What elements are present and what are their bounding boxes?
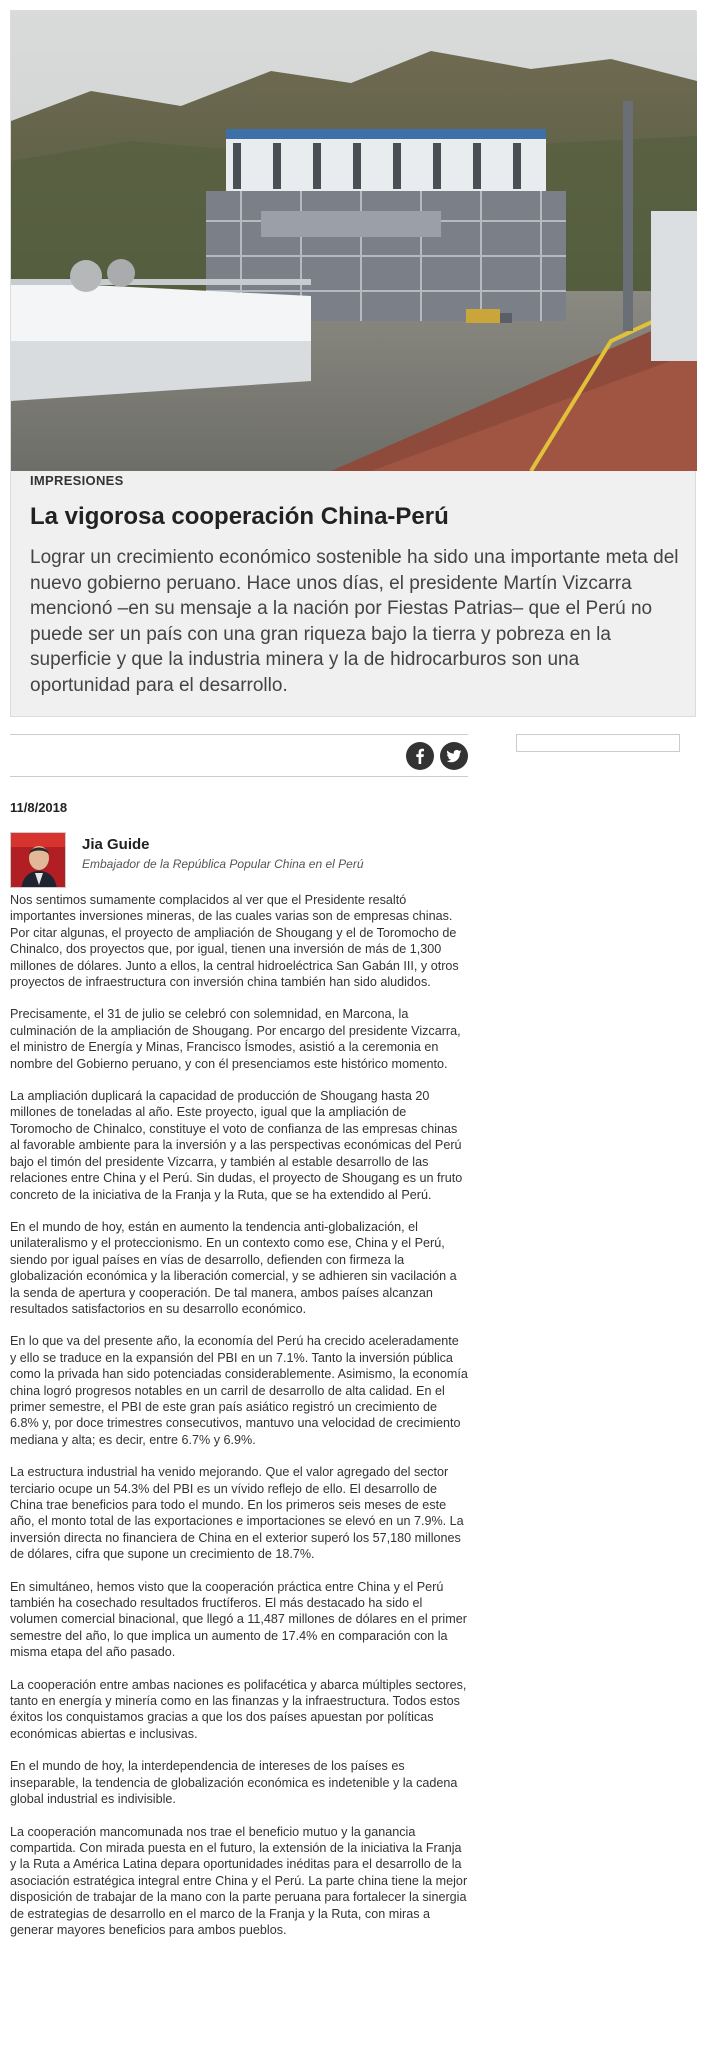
- author-block: [10, 832, 468, 888]
- hero-card: [10, 10, 696, 717]
- article-body: [10, 892, 468, 1954]
- section-kicker: IMPRESIONES: [30, 473, 124, 488]
- article-date: 11/8/2018: [10, 800, 68, 815]
- author-avatar: [10, 832, 66, 888]
- article-paragraph: En simultáneo, hemos visto que la cooperación práctica entre China y el Perú también ha cosechado resultados fructíferos. El más destacado ha sido el volumen comercial binacional, que llegó a 11,487 millones de dólares en el primer semestre del año, lo que implica un aumento de 17.4% en comparación con la misma etapa del año pasado.: [10, 1579, 467, 1660]
- twitter-share-button[interactable]: [440, 742, 468, 770]
- sidebar-box: [516, 734, 680, 752]
- author-name[interactable]: Jia Guide: [82, 836, 150, 853]
- article-paragraph: Precisamente, el 31 de julio se celebró con solemnidad, en Marcona, la culminación de la ampliación de Shougang. Por encargo del presidente Vizcarra, el ministro de Energía y Minas, Francisco Ísmodes, asistió a la ceremonia en nombre del Gobierno peruano, y con él presenciamos este histórico momento.: [10, 1007, 461, 1071]
- facebook-icon: [412, 748, 428, 764]
- article-headline[interactable]: La vigorosa cooperación China-Perú: [30, 503, 449, 530]
- article-paragraph: La ampliación duplicará la capacidad de producción de Shougang hasta 20 millones de toneladas al año. Este proyecto, igual que la ampliación de Toromocho de Chinalco, constituye el voto de confianza de las empresas chinas al favorable ambiente para la inversión y a las perspectivas económicas del Perú bajo el timón del presidente Vizcarra, y también al estable desarrollo de las relaciones entre China y el Perú. Sin dudas, el proyecto de Shougang es un fruto concreto de la iniciativa de la Franja y la Ruta, que se ha extendido al Perú.: [10, 1089, 463, 1202]
- article-paragraph: La estructura industrial ha venido mejorando. Que el valor agregado del sector terciario ocupe un 54.3% del PBI es un vívido reflejo de ello. El desarrollo de China trae beneficios para todo el mundo. En los primeros seis meses de este año, el monto total de las exportaciones e importaciones se elevó en un 7.9%. La inversión directa no financiera de China en el exterior superó los 57,180 millones de dólares, cifra que supone un crecimiento de 18.7%.: [10, 1465, 464, 1562]
- author-role: Embajador de la República Popular China en el Perú: [82, 857, 364, 871]
- article-paragraph: En el mundo de hoy, están en aumento la tendencia anti-globalización, el unilateralismo y el proteccionismo. En un contexto como ese, China y el Perú, siendo por igual países en vías de desarrollo, defienden con firmeza la globalización económica y la liberación comercial, y se adhieren sin vacilación a la senda de apertura y cooperación. De tal manera, ambos países alcanzan resultados satisfactorios en su desarrollo económico.: [10, 1219, 457, 1316]
- article-paragraph: La cooperación entre ambas naciones es polifacética y abarca múltiples sectores, tanto en energía y minería como en las finanzas y la infraestructura. Todos estos éxitos los conquistamos gracias a que los dos países apuestan por políticas económicas abiertas e inclusivas.: [10, 1677, 467, 1741]
- article-paragraph: Nos sentimos sumamente complacidos al ver que el Presidente resaltó importantes inversiones mineras, de las cuales varias son de empresas chinas. Por citar algunas, el proyecto de ampliación de Shougang y el de Toromocho de Chinalco, dos proyectos que, por igual, tienen una inversión de más de 1,300 millones de dólares. Junto a ellos, la central hidroeléctrica San Gabán III, y otros proyectos de infraestructura con inversión china también han sido aludidos.: [10, 893, 459, 990]
- twitter-icon: [446, 748, 462, 764]
- article-lead: Lograr un crecimiento económico sostenible ha sido una importante meta del nuevo gobierno peruano. Hace unos días, el presidente Martín Vizcarra mencionó –en su mensaje a la nación por Fiestas Patrias– que el Perú no puede ser un país con una gran riqueza bajo la tierra y pobreza en la superficie y que la industria minera y la de hidrocarburos son una oportunidad para el desarrollo.: [30, 547, 679, 696]
- share-divider-bottom: [10, 776, 468, 777]
- hero-photo: [11, 11, 697, 471]
- share-divider-top: [10, 734, 468, 735]
- article-paragraph: La cooperación mancomunada nos trae el beneficio mutuo y la ganancia compartida. Con mirada puesta en el futuro, la extensión de la iniciativa la Franja y la Ruta a América Latina depara oportunidades inéditas para el desarrollo de la asociación estratégica integral entre China y el Perú. La parte china tiene la mejor disposición de trabajar de la mano con la parte peruana para fortalecer la sinergia de estrategias de desarrollo en el marco de la Franja y la Ruta, con miras a generar mayores beneficios para ambos pueblos.: [10, 1824, 468, 1937]
- article-paragraph: En el mundo de hoy, la interdependencia de intereses de los países es inseparable, la tendencia de globalización económica es indetenible y la cadena global industrial es indivisible.: [10, 1759, 458, 1807]
- facebook-share-button[interactable]: [406, 742, 434, 770]
- share-buttons: [406, 742, 468, 770]
- article-paragraph: En lo que va del presente año, la economía del Perú ha crecido aceleradamente y ello se traduce en la expansión del PBI en un 7.1%. Tanto la inversión pública como la privada han sido potenciadas considerablemente. Asimismo, la economía china logró progresos notables en un carril de desarrollo de alta calidad. En el primer semestre, el PBI de este gran país asiático registró un crecimiento de 6.8% y, por doce trimestres consecutivos, mantuvo una velocidad de crecimiento mediana y alta; es decir, entre 6.7% y 6.9%.: [10, 1334, 468, 1447]
